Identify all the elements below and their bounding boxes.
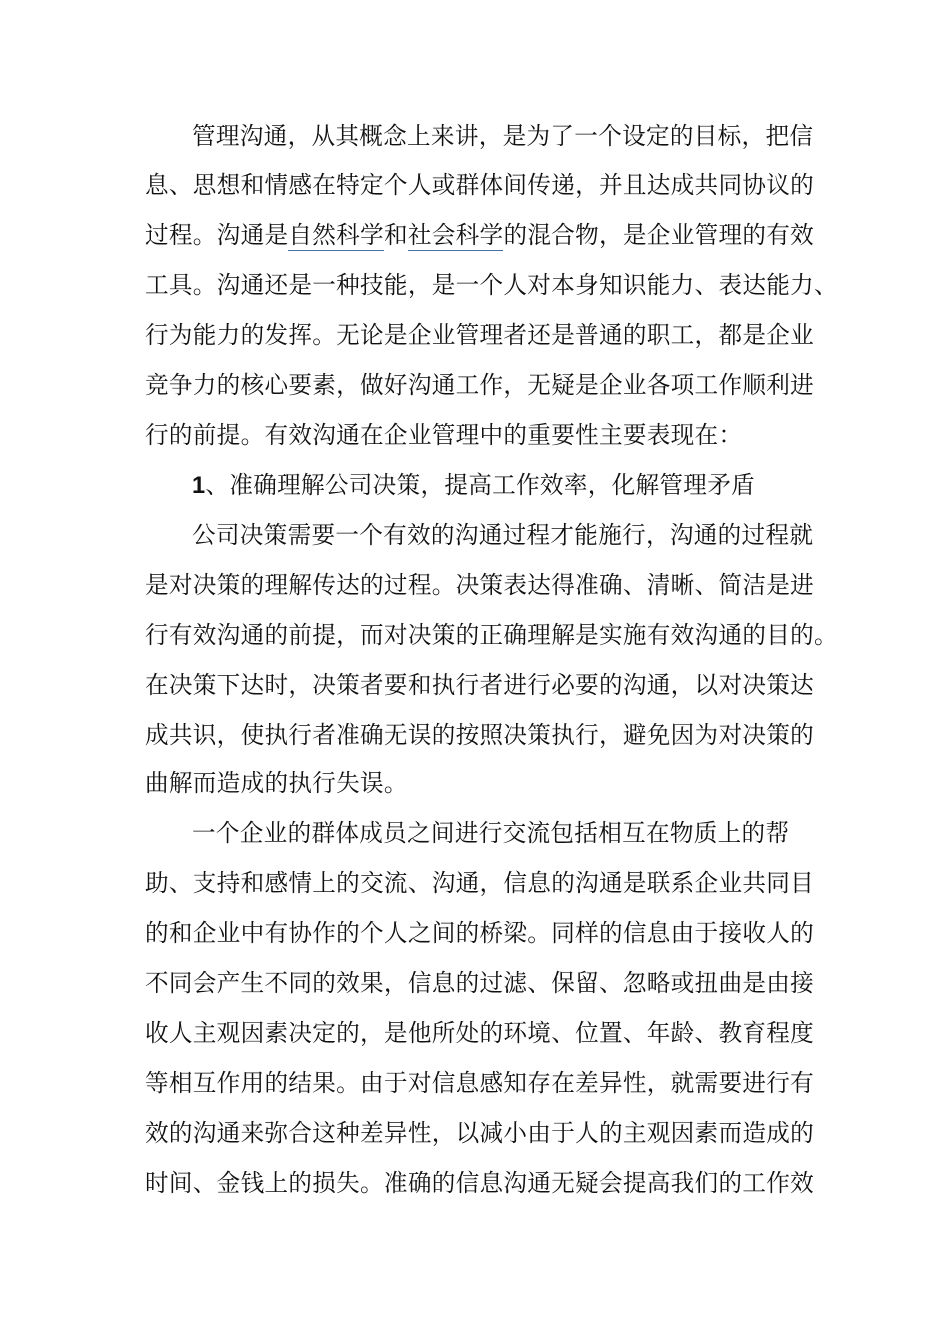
text-segment: 过程。沟通是	[145, 221, 289, 249]
section-heading	[192, 470, 755, 500]
paragraph-line: 的和企业中有协作的个人之间的桥梁。同样的信息由于接收人的	[145, 919, 815, 947]
text-segment: 和	[383, 221, 408, 249]
paragraph-line: 时间、金钱上的损失。准确的信息沟通无疑会提高我们的工作效	[145, 1169, 815, 1197]
paragraph-line: 行有效沟通的前提，而对决策的正确理解是实施有效沟通的目的。	[145, 621, 838, 649]
paragraph-line: 工具。沟通还是一种技能，是一个人对本身知识能力、表达能力、	[145, 271, 838, 299]
paragraph-line: 曲解而造成的执行失误。	[145, 769, 408, 797]
link-social-science[interactable]: 社会科学	[407, 221, 504, 249]
paragraph-line: 公司决策需要一个有效的沟通过程才能施行，沟通的过程就	[192, 521, 814, 549]
text-segment: 的混合物，是企业管理的有效	[503, 221, 815, 249]
paragraph-line: 是对决策的理解传达的过程。决策表达得准确、清晰、简洁是进	[145, 571, 815, 599]
paragraph-line: 不同会产生不同的效果，信息的过滤、保留、忽略或扭曲是由接	[145, 969, 815, 997]
paragraph-line	[145, 220, 814, 250]
heading-text: 、准确理解公司决策，提高工作效率，化解管理矛盾	[205, 471, 755, 499]
paragraph-line: 在决策下达时，决策者要和执行者进行必要的沟通，以对决策达	[145, 671, 815, 699]
paragraph-line: 息、思想和情感在特定个人或群体间传递，并且达成共同协议的	[145, 171, 815, 199]
paragraph-line: 成共识，使执行者准确无误的按照决策执行，避免因为对决策的	[145, 721, 815, 749]
paragraph-line: 行为能力的发挥。无论是企业管理者还是普通的职工，都是企业	[145, 321, 815, 349]
paragraph-line: 竞争力的核心要素，做好沟通工作，无疑是企业各项工作顺利进	[145, 371, 815, 399]
paragraph-line: 一个企业的群体成员之间进行交流包括相互在物质上的帮	[192, 819, 790, 847]
paragraph-line: 等相互作用的结果。由于对信息感知存在差异性，就需要进行有	[145, 1069, 815, 1097]
link-natural-science[interactable]: 自然科学	[288, 221, 384, 249]
paragraph-line: 行的前提。有效沟通在企业管理中的重要性主要表现在：	[145, 421, 743, 449]
paragraph-line: 收人主观因素决定的，是他所处的环境、位置、年龄、教育程度	[145, 1019, 815, 1047]
heading-number: 1	[192, 473, 206, 499]
paragraph-line: 助、支持和感情上的交流、沟通，信息的沟通是联系企业共同目	[145, 869, 815, 897]
paragraph-line: 管理沟通，从其概念上来讲，是为了一个设定的目标，把信	[192, 122, 814, 150]
paragraph-line: 效的沟通来弥合这种差异性，以减小由于人的主观因素而造成的	[145, 1119, 815, 1147]
